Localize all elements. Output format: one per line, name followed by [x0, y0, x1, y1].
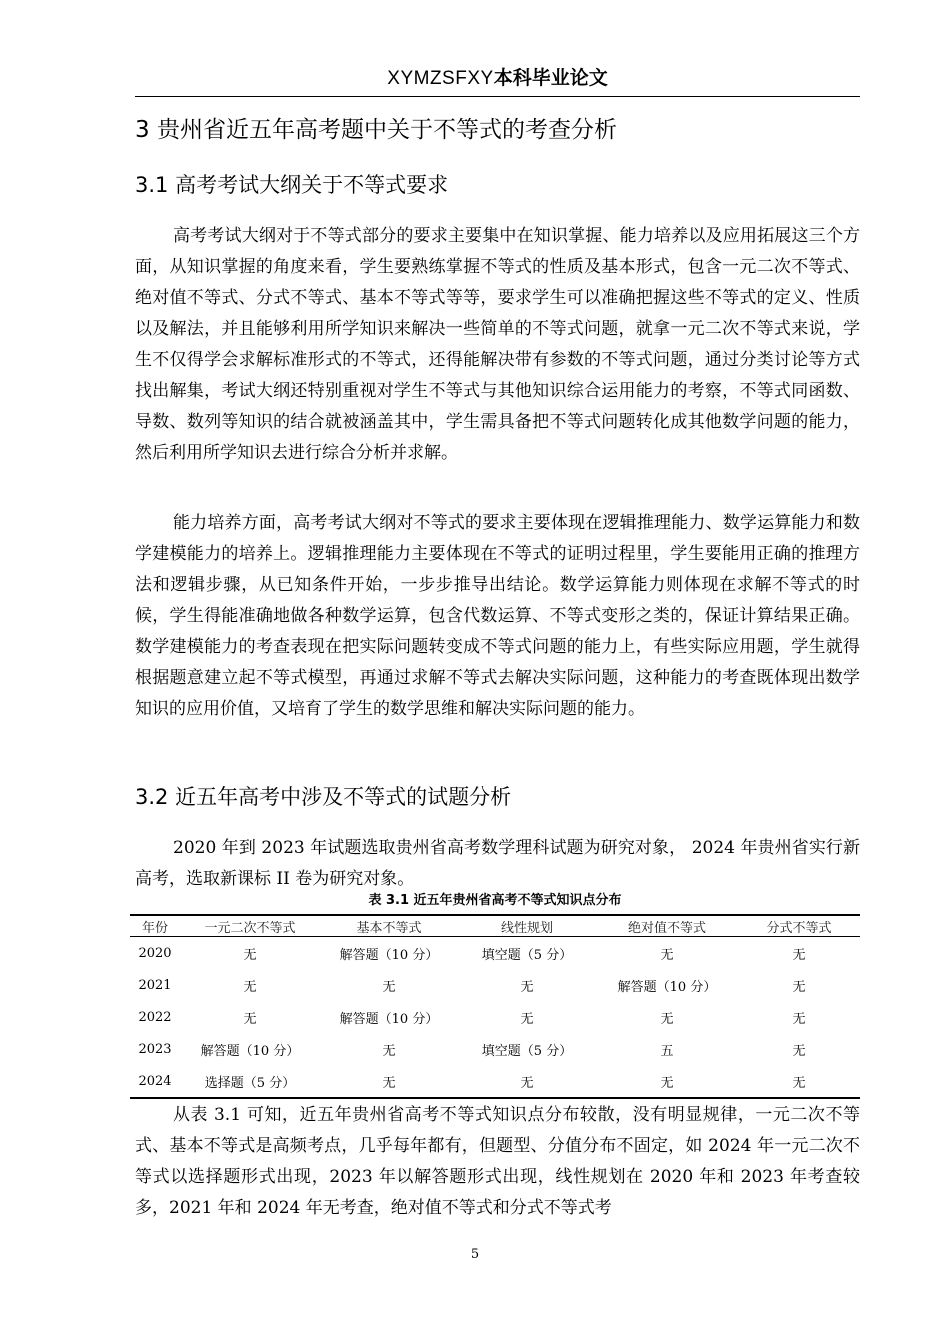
table-cell: 无 [792, 1011, 806, 1027]
section-title: 3 贵州省近五年高考题中关于不等式的考查分析 [135, 117, 617, 143]
table-cell: 2022 [138, 1009, 172, 1025]
table-header-row [130, 915, 860, 937]
knowledge-distribution-table [130, 914, 860, 1099]
paragraph-knowledge: 高考考试大纲对于不等式部分的要求主要集中在知识掌握、能力培养以及应用拓展这三个方面，从知识掌握的角度来看，学生要熟练掌握不等式的性质及基本形式，包含一元二次不等式、绝对值不等式、分式不等式、基本不等式等等，要求学生可以准确把握这些不等式的定义、性质以及解法，并且能够利用所学知识来解决一些简单的不等式问题，就拿一元二次不等式来说，学生不仅得学会求解标准形式的不等式，还得能解决带有参数的不等式问题，通过分类讨论等方式找出解集，考试大纲还特别重视对学生不等式与其他知识综合运用能力的考察，不等式同函数、导数、数列等知识的结合就被涵盖其中，学生需具备把不等式问题转化成其他数学问题的能力，然后利用所学知识去进行综合分析并求解。 [135, 226, 860, 463]
header-divider [135, 96, 860, 97]
header-code: XYMZSFXY [387, 68, 494, 89]
table-cell: 2024 [130, 1065, 180, 1098]
table-cell: 无 [382, 1043, 396, 1059]
table-row [130, 1001, 860, 1033]
header-absolute: 绝对值不等式 [596, 915, 738, 937]
table-cell: 解答题（10 分） [617, 979, 717, 995]
table-cell: 五 [660, 1043, 674, 1059]
table-row [130, 1065, 860, 1098]
table-cell: 选择题（5 分） [180, 1065, 320, 1098]
table-row [130, 937, 860, 970]
table-cell: 填空题（5 分） [481, 947, 573, 963]
table-cell: 无 [660, 947, 674, 963]
paragraph-analysis: 从表 3.1 可知，近五年贵州省高考不等式知识点分布较散，没有明显规律，一元二次不等式、基本不等式是高频考点，几乎每年都有，但题型、分值分布不固定，如 2024 年一元二次不等式以选择题形式出现，2023 年以解答题形式出现，线性规划在 2020 年和 2023 年考查较多，2021 年和 2024 年无考查，绝对值不等式和分式不等式考 [135, 1105, 860, 1218]
table-row [130, 1033, 860, 1065]
table-cell: 2020 [138, 945, 172, 961]
table-cell: 无 [458, 1065, 596, 1098]
header-linear-programming: 线性规划 [458, 915, 596, 937]
table-cell: 无 [792, 947, 806, 963]
table-cell: 无 [243, 947, 257, 963]
header-fractional: 分式不等式 [738, 915, 860, 937]
table-cell: 无 [792, 1043, 806, 1059]
subsection-title-3-2: 3.2 近五年高考中涉及不等式的试题分析 [135, 785, 512, 809]
page-header [135, 66, 860, 91]
table-cell: 无 [320, 1065, 458, 1098]
header-year: 年份 [130, 915, 180, 937]
header-basic: 基本不等式 [320, 915, 458, 937]
table-cell: 无 [243, 979, 257, 995]
table-cell: 解答题（10 分） [339, 947, 439, 963]
table-cell: 解答题（10 分） [339, 1011, 439, 1027]
table-cell: 无 [520, 1011, 534, 1027]
header-quadratic: 一元二次不等式 [180, 915, 320, 937]
table-cell: 无 [520, 979, 534, 995]
table-cell: 2021 [138, 977, 172, 993]
header-title: 本科毕业论文 [493, 67, 608, 89]
table-cell: 无 [382, 979, 396, 995]
paragraph-intro: 2020 年到 2023 年试题选取贵州省高考数学理科试题为研究对象， 2024 年贵州省实行新高考，选取新课标 II 卷为研究对象。 [135, 838, 860, 889]
table-cell: 无 [243, 1011, 257, 1027]
table-cell: 无 [660, 1011, 674, 1027]
subsection-title-3-1: 3.1 高考考试大纲关于不等式要求 [135, 173, 449, 197]
table-cell: 2023 [138, 1041, 172, 1057]
table-cell: 解答题（10 分） [200, 1043, 300, 1059]
page-number: 5 [470, 1247, 480, 1262]
table-caption: 表 3.1 近五年贵州省高考不等式知识点分布 [368, 893, 622, 908]
paragraph-ability: 能力培养方面，高考考试大纲对不等式的要求主要体现在逻辑推理能力、数学运算能力和数学建模能力的培养上。逻辑推理能力主要体现在不等式的证明过程里，学生要能用正确的推理方法和逻辑步骤，从已知条件开始，一步步推导出结论。数学运算能力则体现在求解不等式的时候，学生得能准确地做各种数学运算，包含代数运算、不等式变形之类的，保证计算结果正确。数学建模能力的考查表现在把实际问题转变成不等式问题的能力上，有些实际应用题，学生就得根据题意建立起不等式模型，再通过求解不等式去解决实际问题，这种能力的考查既体现出数学知识的应用价值，又培育了学生的数学思维和解决实际问题的能力。 [135, 513, 860, 719]
table-cell: 无 [738, 1065, 860, 1098]
table-cell: 无 [596, 1065, 738, 1098]
table-cell: 无 [792, 979, 806, 995]
table-cell: 填空题（5 分） [481, 1043, 573, 1059]
table-row [130, 969, 860, 1001]
